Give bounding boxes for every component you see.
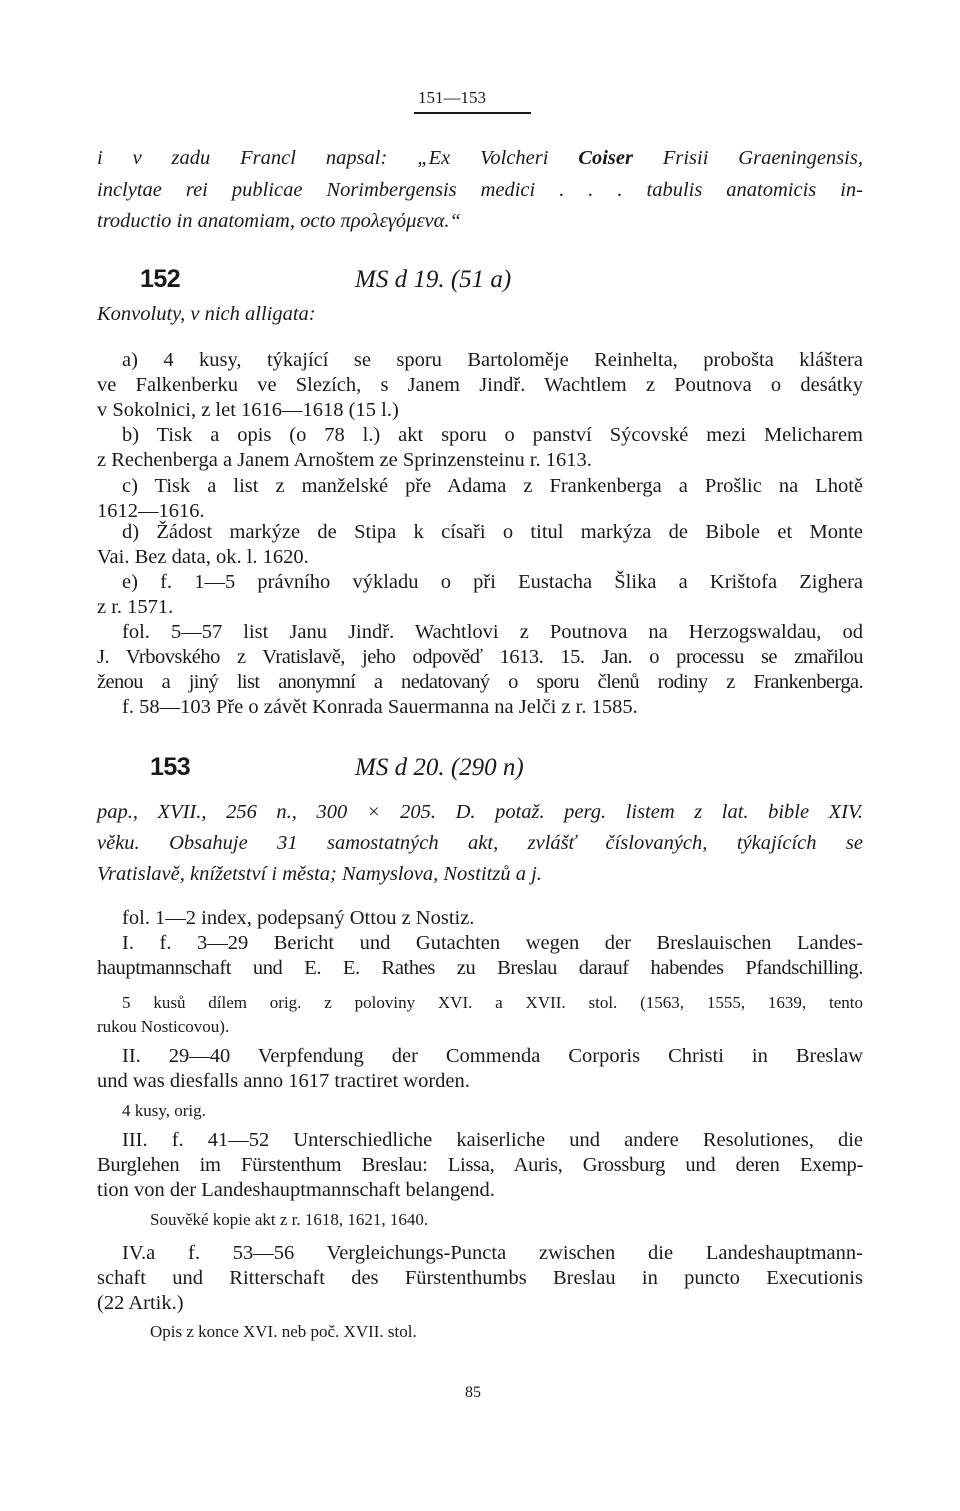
entry-153-note: rukou Nosticovou).: [97, 1017, 230, 1036]
entry-152-line: ženou a jiný list anonymní a nedatovaný o sporu členů rodiny z Frankenberga.: [97, 671, 863, 693]
intro-line: i v zadu Francl napsal: „Ex Volcheri Coiser Frisii Graeningensis,: [97, 147, 863, 169]
entry-152-line: Vai. Bez data, ok. l. 1620.: [97, 546, 309, 568]
header-rule: [414, 112, 531, 114]
entry-152-line: ve Falkenberku ve Slezích, s Janem Jindř. Wachtlem z Poutnova o desátky: [97, 374, 863, 396]
entry-152-line: e) f. 1—5 právního výkladu o při Eustacha Šlika a Krištofa Zighera: [122, 571, 863, 593]
entry-153-line: tion von der Landeshauptmannschaft belangend.: [97, 1179, 495, 1201]
entry-153-note: Opis z konce XVI. neb poč. XVII. stol.: [150, 1322, 417, 1341]
entry-153-line: I. f. 3—29 Bericht und Gutachten wegen der Breslauischen Landes-: [122, 932, 863, 954]
entry-152-signature: MS d 19. (51 a): [355, 266, 512, 293]
entry-153-signature: MS d 20. (290 n): [355, 754, 524, 781]
entry-152-subtitle: Konvoluty, v nich alligata:: [97, 303, 316, 325]
entry-153-line: hauptmannschaft und E. E. Rathes zu Breslau darauf habendes Pfandschilling.: [97, 957, 863, 979]
entry-153-line: III. f. 41—52 Unterschiedliche kaiserliche und andere Resolutiones, die: [122, 1129, 863, 1151]
entry-152-line: 1612—1616.: [97, 500, 205, 522]
entry-152-line: z r. 1571.: [97, 596, 174, 618]
entry-153-line: und was diesfalls anno 1617 tractiret worden.: [97, 1070, 470, 1092]
page-number: 85: [465, 1384, 481, 1401]
entry-153-line: II. 29—40 Verpfendung der Commenda Corporis Christi in Breslaw: [122, 1045, 863, 1067]
intro-line: inclytae rei publicae Norimbergensis medici . . . tabulis anatomicis in-: [97, 179, 863, 201]
entry-153-line: (22 Artik.): [97, 1292, 184, 1314]
entry-153-description-line: pap., XVII., 256 n., 300 × 205. D. potaž. perg. listem z lat. bible XIV.: [97, 801, 863, 823]
entry-152-line: f. 58—103 Pře o závět Konrada Sauermanna na Jelči z r. 1585.: [122, 696, 638, 718]
entry-152-line: v Sokolnici, z let 1616—1618 (15 l.): [97, 399, 399, 421]
entry-153-description-line: Vratislavě, knížetství i města; Namyslova, Nostitzů a j.: [97, 863, 542, 885]
entry-153-line: schaft und Ritterschaft des Fürstenthumbs Breslau in puncto Executionis: [97, 1267, 863, 1289]
entry-153-line: fol. 1—2 index, podepsaný Ottou z Nostiz.: [122, 907, 475, 929]
entry-153-number: 153: [150, 753, 191, 781]
entry-153-note: Souvěké kopie akt z r. 1618, 1621, 1640.: [150, 1210, 429, 1229]
entry-152-line: z Rechenberga a Janem Arnoštem ze Sprinzensteinu r. 1613.: [97, 449, 592, 471]
entry-152-line: b) Tisk a opis (o 78 l.) akt sporu o panství Sýcovské mezi Melicharem: [122, 424, 863, 446]
entry-153-line: Burglehen im Fürstenthum Breslau: Lissa, Auris, Grossburg und deren Exemp-: [97, 1154, 863, 1176]
running-header-range: 151—153: [418, 88, 486, 107]
author-name-bold: Coiser: [578, 147, 633, 169]
entry-152-number: 152: [140, 265, 181, 293]
entry-152-line: J. Vrbovského z Vratislavě, jeho odpověď 1613. 15. Jan. o processu se zmařilou: [97, 646, 863, 668]
intro-line: troductio in anatomiam, octo προλεγόμενα.“: [97, 210, 461, 232]
entry-152-line: c) Tisk a list z manželské pře Adama z Frankenberga a Prošlic na Lhotě: [122, 475, 863, 497]
entry-153-description-line: věku. Obsahuje 31 samostatných akt, zvlášť číslovaných, týkajících se: [97, 832, 863, 854]
entry-153-note: 4 kusy, orig.: [122, 1101, 206, 1120]
entry-153-line: IV.a f. 53—56 Vergleichungs-Puncta zwischen die Landeshauptmann-: [122, 1242, 863, 1264]
entry-152-line: fol. 5—57 list Janu Jindř. Wachtlovi z Poutnova na Herzogswaldau, od: [122, 621, 863, 643]
entry-152-line: a) 4 kusy, týkající se sporu Bartoloměje Reinhelta, probošta kláštera: [122, 349, 863, 371]
entry-152-line: d) Žádost markýze de Stipa k císaři o titul markýza de Bibole et Monte: [122, 521, 863, 543]
entry-153-note: 5 kusů dílem orig. z poloviny XVI. a XVII. stol. (1563, 1555, 1639, tento: [122, 993, 863, 1012]
